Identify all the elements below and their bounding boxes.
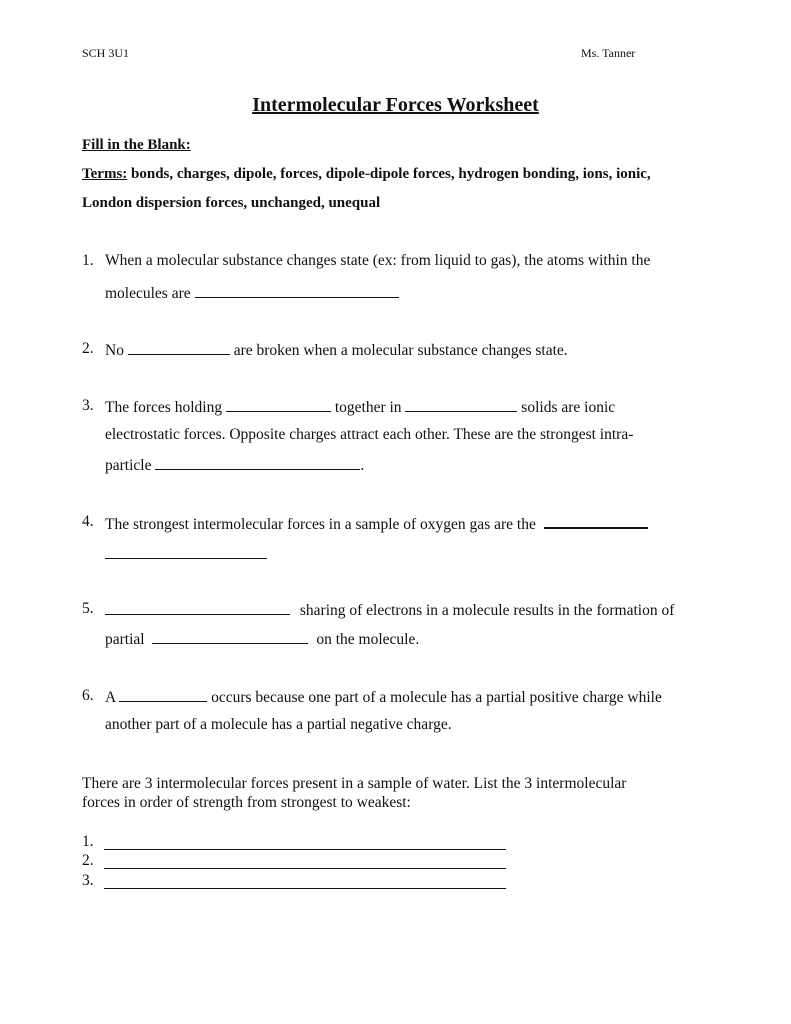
question-number: 2. [82, 340, 94, 357]
question-3-line-2: electrostatic forces. Opposite charges attract each other. These are the strongest intra- [105, 426, 634, 443]
terms-line-1 [82, 166, 651, 183]
list-item-number: 2. [82, 852, 94, 869]
answer-blank[interactable] [195, 283, 399, 298]
answer-blank[interactable] [128, 340, 230, 355]
question-number: 5. [82, 600, 94, 617]
question-number: 6. [82, 687, 94, 704]
list-item-number: 1. [82, 833, 94, 850]
answer-blank[interactable] [405, 397, 517, 412]
question-6-line-2: another part of a molecule has a partial negative charge. [105, 716, 452, 733]
question-2-line-1: No are broken when a molecular substance changes state. [105, 342, 568, 359]
question-1-line-2: molecules are [105, 283, 399, 303]
teacher-name: Ms. Tanner [581, 46, 636, 60]
answer-blank[interactable] [544, 513, 648, 529]
terms-list-1: bonds, charges, dipole, forces, dipole-dipole forces, hydrogen bonding, ions, ionic, [131, 166, 651, 182]
answer-blank[interactable] [155, 455, 360, 470]
question-number: 1. [82, 252, 94, 269]
list-item-number: 3. [82, 872, 94, 889]
terms-line-2: London dispersion forces, unchanged, unequal [82, 195, 381, 211]
answer-blank[interactable] [105, 558, 267, 559]
answer-blank[interactable] [152, 629, 308, 644]
section-heading: Fill in the Blank: [82, 137, 191, 153]
question-5-line-2: partial on the molecule. [105, 631, 420, 648]
question-4-line-1: The strongest intermolecular forces in a sample of oxygen gas are the [105, 513, 648, 534]
question-5-line-1: sharing of electrons in a molecule results in the formation of [105, 600, 674, 620]
water-instructions-line-2: forces in order of strength from strongest to weakest: [82, 794, 411, 811]
answer-blank[interactable] [105, 600, 290, 615]
question-6-line-1: A occurs because one part of a molecule has a partial positive charge while [105, 689, 662, 706]
terms-label: Terms: [82, 166, 128, 182]
answer-line[interactable] [104, 849, 506, 850]
question-number: 4. [82, 513, 94, 530]
answer-blank[interactable] [226, 397, 331, 412]
question-3-line-3: particle . [105, 457, 365, 474]
water-instructions-line-1: There are 3 intermolecular forces present in a sample of water. List the 3 intermolecular [82, 775, 627, 792]
answer-line[interactable] [104, 888, 506, 889]
course-code: SCH 3U1 [82, 46, 130, 60]
page-title: Intermolecular Forces Worksheet [252, 94, 539, 116]
answer-blank[interactable] [119, 687, 207, 702]
answer-line[interactable] [104, 868, 506, 869]
question-1-line-1: When a molecular substance changes state (ex: from liquid to gas), the atoms within the [105, 252, 651, 269]
question-3-line-1: The forces holding together in solids are ionic [105, 399, 616, 416]
question-number: 3. [82, 397, 94, 414]
